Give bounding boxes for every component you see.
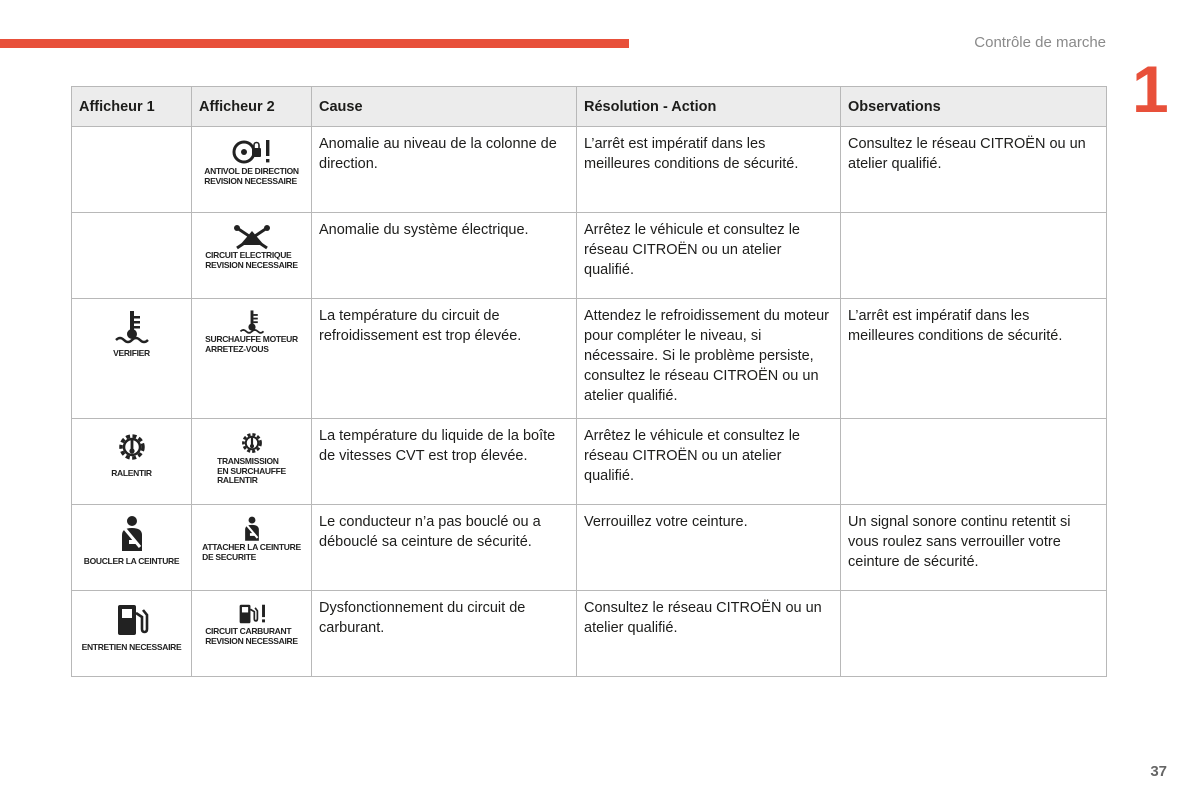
observations-cell	[841, 591, 1107, 677]
display2-cell	[192, 213, 312, 299]
table-row	[72, 127, 1107, 213]
fuel-pump-warning-icon	[235, 601, 269, 627]
observations-cell	[841, 213, 1107, 299]
gearbox-temperature-icon	[114, 429, 150, 465]
display2-cell	[192, 127, 312, 213]
display1-cell	[72, 505, 192, 591]
table-row	[72, 505, 1107, 591]
cause-cell: La température du liquide de la boîte de vitesses CVT est trop élevée.	[312, 419, 577, 505]
table-row	[72, 299, 1107, 419]
display1-cell	[72, 127, 192, 213]
section-title: Contrôle de marche	[974, 34, 1106, 51]
observations-cell: Un signal sonore continu retentit si vous roulez sans verrouiller votre ceinture de sécurité.	[841, 505, 1107, 591]
table-row	[72, 591, 1107, 677]
display2-caption: TRANSMISSION EN SURCHAUFFE RALENTIR	[217, 456, 286, 485]
action-cell: Attendez le refroidissement du moteur pour compléter le niveau, si nécessaire. Si le problème persiste, consultez le réseau CITROËN ou un atelier qualifié.	[577, 299, 841, 419]
display2-cell	[192, 505, 312, 591]
display2-caption: CIRCUIT ELECTRIQUE REVISION NECESSAIRE	[205, 250, 298, 270]
warning-lights-table	[71, 86, 1107, 677]
column-header-display1: Afficheur 1	[72, 87, 192, 127]
action-cell: Verrouillez votre ceinture.	[577, 505, 841, 591]
seatbelt-icon	[116, 515, 148, 553]
column-header-observations: Observations	[841, 87, 1107, 127]
gearbox-temperature-icon	[238, 429, 266, 457]
display2-caption: CIRCUIT CARBURANT REVISION NECESSAIRE	[205, 626, 298, 646]
display2-cell	[192, 419, 312, 505]
cause-cell: Anomalie du système électrique.	[312, 213, 577, 299]
display1-cell	[72, 419, 192, 505]
display1-caption: RALENTIR	[111, 468, 152, 478]
coolant-temperature-icon	[237, 309, 267, 335]
electrical-circuit-icon	[232, 223, 272, 251]
table-header-row	[72, 87, 1107, 127]
seatbelt-icon	[241, 515, 263, 543]
action-cell: Arrêtez le véhicule et consultez le réseau CITROËN ou un atelier qualifié.	[577, 419, 841, 505]
cause-cell: Dysfonctionnement du circuit de carburant.	[312, 591, 577, 677]
cause-cell: Le conducteur n’a pas bouclé ou a débouclé sa ceinture de sécurité.	[312, 505, 577, 591]
action-cell: Consultez le réseau CITROËN ou un atelier qualifié.	[577, 591, 841, 677]
display1-caption: ENTRETIEN NECESSAIRE	[81, 642, 182, 652]
action-cell: L’arrêt est impératif dans les meilleures conditions de sécurité.	[577, 127, 841, 213]
cause-cell: La température du circuit de refroidissement est trop élevée.	[312, 299, 577, 419]
display1-cell	[72, 591, 192, 677]
coolant-temperature-icon	[112, 309, 152, 345]
observations-cell	[841, 419, 1107, 505]
cause-cell: Anomalie au niveau de la colonne de direction.	[312, 127, 577, 213]
table-row	[72, 419, 1107, 505]
observations-cell: L’arrêt est impératif dans les meilleures conditions de sécurité.	[841, 299, 1107, 419]
column-header-action: Résolution - Action	[577, 87, 841, 127]
column-header-cause: Cause	[312, 87, 577, 127]
steering-lock-warning-icon	[230, 137, 274, 167]
column-header-display2: Afficheur 2	[192, 87, 312, 127]
display1-cell	[72, 299, 192, 419]
display1-caption: VERIFIER	[113, 348, 150, 358]
display1-cell	[72, 213, 192, 299]
action-cell: Arrêtez le véhicule et consultez le réseau CITROËN ou un atelier qualifié.	[577, 213, 841, 299]
display2-cell	[192, 591, 312, 677]
display2-caption: ATTACHER LA CEINTURE DE SECURITE	[202, 542, 301, 562]
display2-caption: SURCHAUFFE MOTEUR ARRETEZ-VOUS	[205, 334, 298, 354]
accent-bar	[0, 39, 629, 48]
page-number: 37	[1150, 763, 1167, 780]
chapter-number: 1	[1132, 52, 1169, 126]
display2-cell	[192, 299, 312, 419]
display1-caption: BOUCLER LA CEINTURE	[83, 556, 180, 566]
table-row	[72, 213, 1107, 299]
observations-cell: Consultez le réseau CITROËN ou un atelier qualifié.	[841, 127, 1107, 213]
display2-caption: ANTIVOL DE DIRECTION REVISION NECESSAIRE	[204, 166, 299, 186]
fuel-pump-icon	[114, 601, 150, 639]
